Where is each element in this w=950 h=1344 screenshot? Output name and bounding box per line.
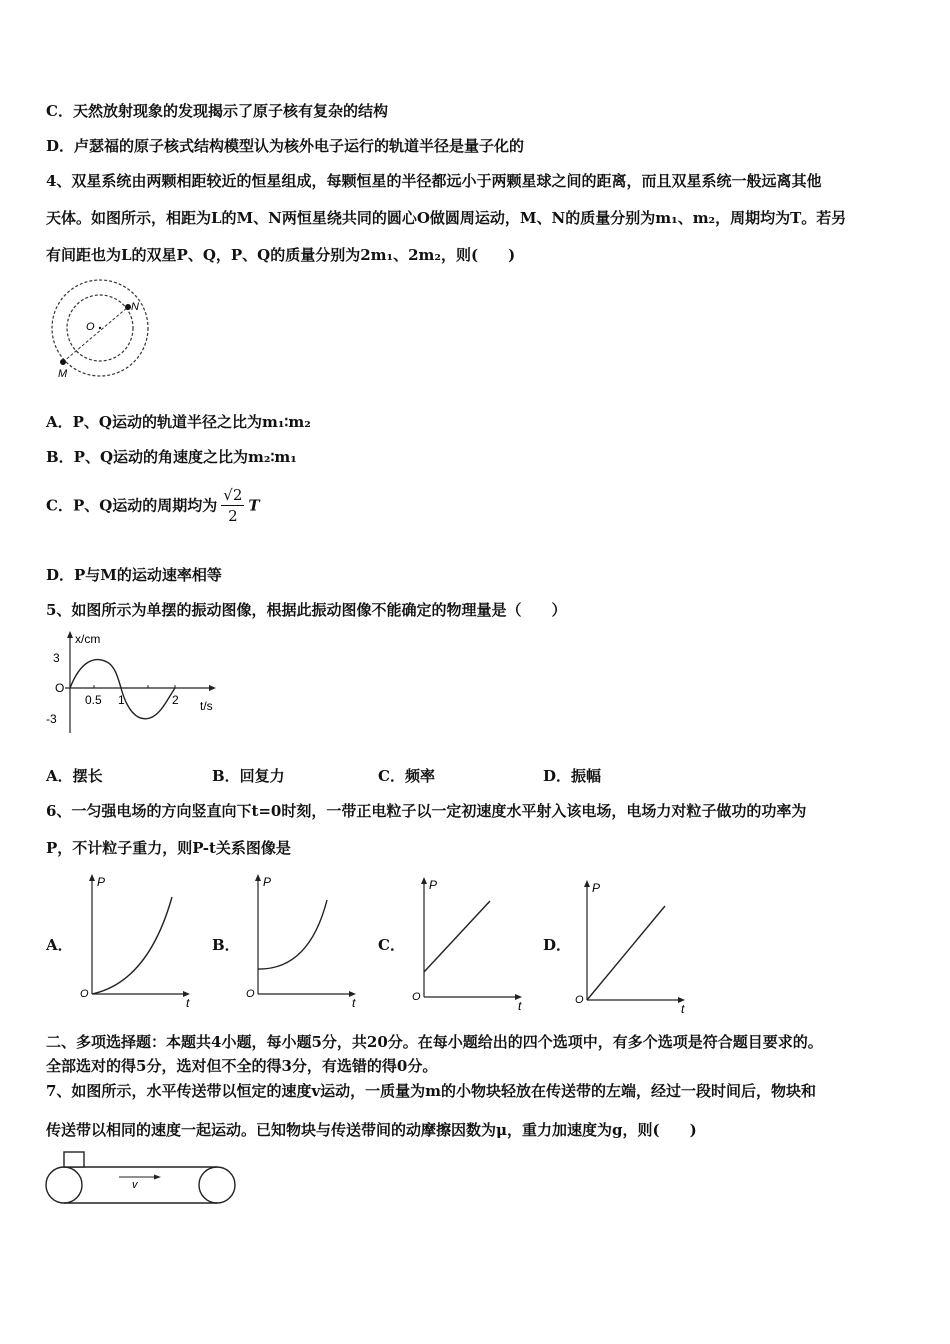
velocity-label: v [132, 1179, 138, 1191]
graph-c-line [424, 901, 490, 972]
left-roller [46, 1167, 82, 1203]
graph-c-t-label: t [518, 999, 522, 1013]
graph-d-p-label: P [592, 881, 601, 895]
q4-option-c [46, 485, 260, 526]
q6-option-c-label: C． [378, 936, 405, 954]
q6-graph-d [573, 878, 693, 1016]
small-block [64, 1152, 84, 1167]
q6-graph-a [78, 872, 198, 1010]
graph-b-origin: O [246, 988, 255, 1000]
y-axis-label: x/cm [75, 632, 101, 646]
y-tick-positive: 3 [53, 651, 60, 665]
right-roller [199, 1167, 235, 1203]
graph-b-curve [258, 900, 327, 969]
fraction-numerator: √2 [223, 486, 243, 504]
graph-a-t-label: t [186, 996, 190, 1010]
period-symbol: T [248, 496, 260, 515]
q5-option-d: D．振幅 [543, 767, 602, 785]
q6-option-a-label: A． [46, 936, 73, 954]
graph-b-t-label: t [352, 996, 356, 1010]
y-axis-arrow [67, 631, 73, 638]
x-tick-label-2: 1 [118, 693, 125, 707]
x-axis-label: t/s [200, 699, 213, 713]
option-d-previous: D．卢瑟福的原子核式结构模型认为核外电子运行的轨道半径是量子化的 [46, 137, 525, 155]
q6-option-d-label: D． [543, 936, 572, 954]
label-n: N [131, 301, 139, 313]
q5-text: 5、如图所示为单摆的振动图像，根据此振动图像不能确定的物理量是（ ） [46, 601, 567, 619]
mn-connecting-line [63, 307, 128, 362]
fraction-denominator: 2 [228, 507, 238, 525]
graph-a-origin: O [80, 988, 89, 1000]
section2-text-2: 全部选对的得5分，选对但不全的得3分，有选错的得0分。 [46, 1057, 438, 1075]
q6-text-2: P，不计粒子重力，则P-t关系图像是 [46, 839, 291, 857]
q4-text-1: 4、双星系统由两颗相距较近的恒星组成，每颗恒星的半径都远小于两颗星球之间的距离，而且双星系统一般远离其他 [46, 172, 822, 190]
q5-option-c: C．频率 [378, 767, 435, 785]
graph-c-p-arrow [421, 877, 427, 884]
graph-a-curve [92, 897, 172, 994]
q6-graph-c [410, 875, 530, 1013]
graph-a-p-label: P [97, 875, 106, 889]
q5-oscillation-graph [45, 630, 230, 735]
graph-d-p-arrow [584, 880, 590, 887]
q4-text-2: 天体。如图所示，相距为L的M、N两恒星绕共同的圆心O做圆周运动，M、N的质量分别为m₁、m₂，周期均为T。若另 [46, 209, 847, 227]
origin-label: O [55, 681, 65, 695]
q7-text-2: 传送带以相同的速度一起运动。已知物块与传送带间的动摩擦因数为μ，重力加速度为g，则( ) [46, 1121, 697, 1139]
graph-c-origin: O [412, 991, 421, 1003]
graph-d-line [587, 906, 665, 1000]
graph-c-p-label: P [429, 878, 438, 892]
x-axis-arrow [209, 685, 216, 691]
q5-option-b: B．回复力 [212, 767, 285, 785]
y-tick-negative: -3 [46, 712, 57, 726]
graph-b-p-arrow [255, 874, 261, 881]
q4-option-a: A．P、Q运动的轨道半径之比为m₁∶m₂ [46, 413, 311, 431]
sqrt2-over-2-fraction [221, 485, 244, 526]
q4-option-d: D．P与M的运动速率相等 [46, 566, 222, 584]
q7-conveyor-figure [44, 1150, 239, 1208]
graph-d-origin: O [575, 994, 584, 1006]
x-tick-label-3: 2 [172, 693, 179, 707]
graph-a-p-arrow [89, 874, 95, 881]
label-o: O [86, 321, 95, 333]
option-c-previous: C．天然放射现象的发现揭示了原子核有复杂的结构 [46, 102, 388, 120]
q4-orbit-figure [50, 282, 155, 382]
q4-option-c-text: C．P、Q运动的周期均为 [46, 496, 218, 515]
q7-text-1: 7、如图所示，水平传送带以恒定的速度v运动，一质量为m的小物块轻放在传送带的左端，经过一段时间后，物块和 [46, 1082, 817, 1100]
star-m-dot [60, 359, 66, 365]
graph-d-t-label: t [681, 1002, 685, 1016]
q6-option-b-label: B． [212, 936, 240, 954]
sine-curve [70, 660, 175, 719]
center-o-dot [99, 327, 101, 329]
q5-option-a: A．摆长 [46, 767, 103, 785]
q4-option-b: B．P、Q运动的角速度之比为m₂∶m₁ [46, 448, 297, 466]
q6-graph-b [244, 872, 364, 1010]
q6-text-1: 6、一匀强电场的方向竖直向下t=0时刻，一带正电粒子以一定初速度水平射入该电场，电场力对粒子做功的功率为 [46, 802, 807, 820]
section2-text-1: 二、多项选择题：本题共4小题，每小题5分，共20分。在每小题给出的四个选项中，有多个选项是符合题目要求的。 [46, 1033, 823, 1051]
x-tick-label-1: 0.5 [85, 693, 102, 707]
q4-text-3: 有间距也为L的双星P、Q，P、Q的质量分别为2m₁、2m₂，则( ) [46, 246, 516, 264]
label-m: M [58, 368, 68, 380]
graph-b-p-label: P [263, 875, 272, 889]
velocity-arrowhead [154, 1175, 161, 1180]
